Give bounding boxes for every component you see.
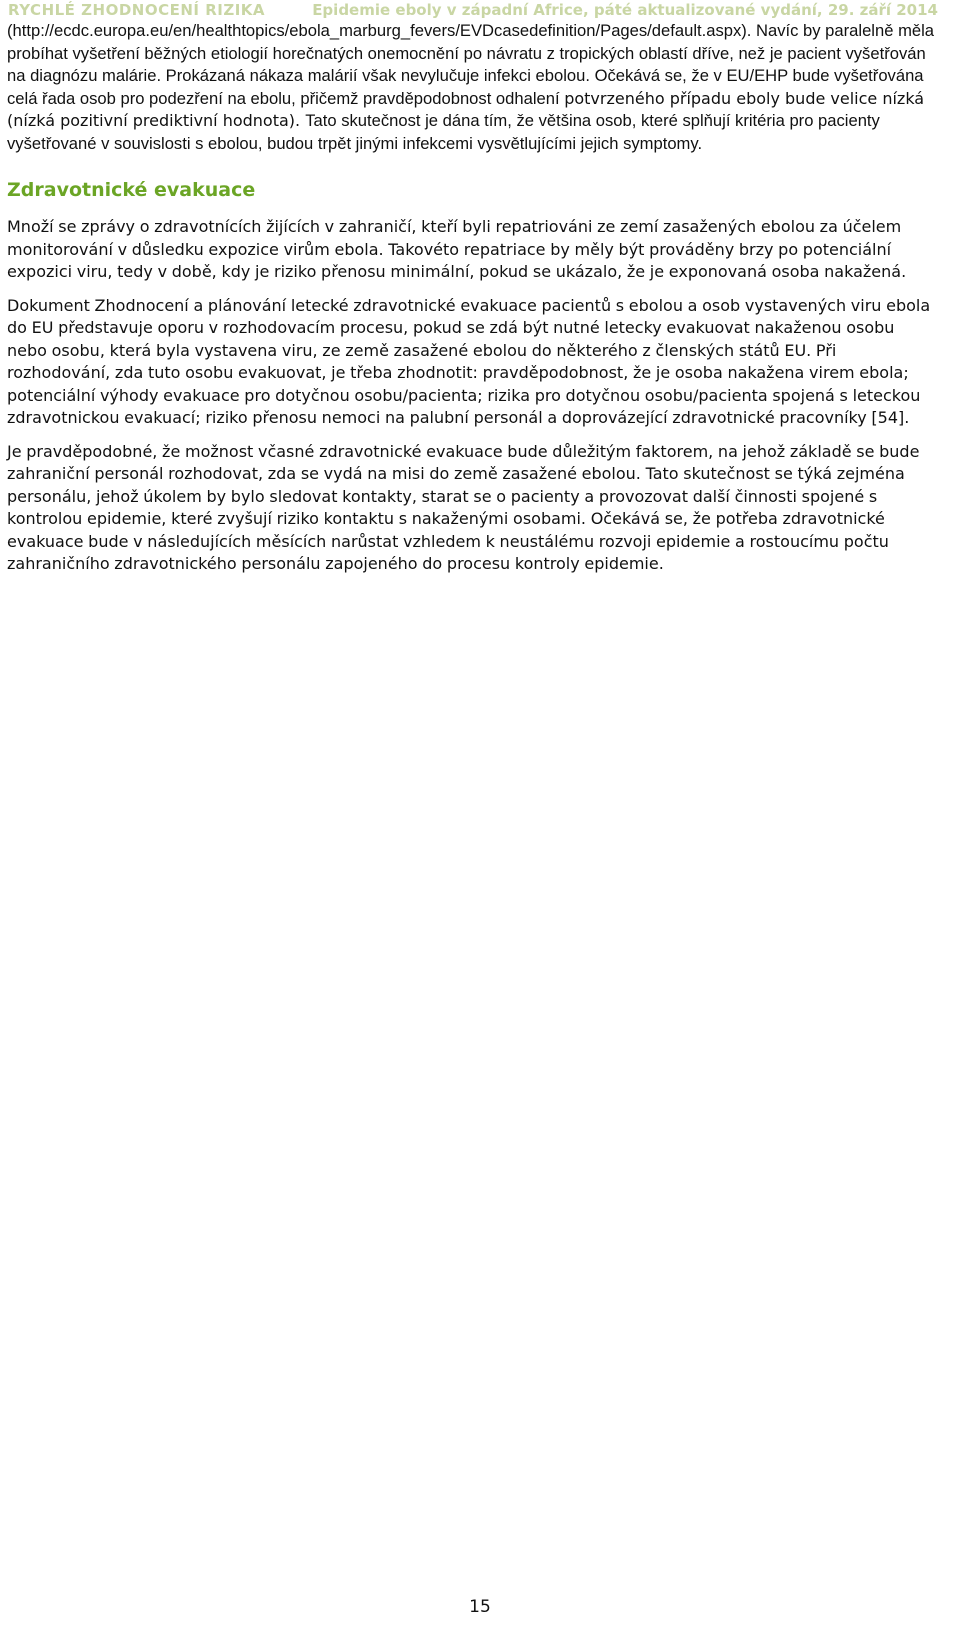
paragraph-case-investigation	[7, 20, 937, 155]
header-report-type: RYCHLÉ ZHODNOCENÍ RIZIKA	[8, 1, 266, 19]
section-heading-medical-evacuations: Zdravotnické evakuace	[7, 179, 256, 201]
page-number: 15	[469, 1597, 491, 1617]
paragraph-evacuation-outlook: Je pravděpodobné, že možnost včasné zdravotnické evakuace bude důležitým faktorem, na jehož základě se bude zahraniční personál rozhodovat, zda se vydá na misi do země zasažené ebolou. Tato skutečnost se týká zejména personálu, jehož úkolem by bylo sledovat kontakty, starat se o pacienty a provozovat další činnosti spojené s kontrolou epidemie, které zvyšují riziko kontaktu s nakaženými osobami. Očekává se, že potřeba zdravotnické evakuace bude v následujících měsících narůstat vzhledem k neustálému rozvoji epidemie a rostoucímu počtu zahraničního zdravotnického personálu zapojeného do procesu kontroly epidemie.	[7, 441, 920, 573]
paragraph-evacuation-document: Dokument Zhodnocení a plánování letecké zdravotnické evakuace pacientů s ebolou a osob vystavených viru ebola do EU představuje oporu v rozhodovacím procesu, pokud se zdá být nutné letecky evakuovat nakaženou osobu nebo osobu, která byla vystavena viru, ze země zasažené ebolou do některého z členských států EU. Při rozhodování, zda tuto osobu evakuovat, je třeba zhodnotit: pravděpodobnost, že je osoba nakažena virem ebola; potenciální výhody evakuace pro dotyčnou osobu/pacienta; rizika pro dotyčnou osobu/pacienta spojená s leteckou zdravotnickou evakuací; riziko přenosu nemoci na palubní personál a doprovázející zdravotnické pracovníky [54].	[7, 295, 931, 427]
paragraph-text-run: Tato skutečnost je dána tím, že většina osob, které splňují kritéria pro pacienty vyšetřované v souvislosti s ebolou, budou trpět jinými infekcemi vysvětlujícími jejich symptomy.	[7, 111, 880, 153]
document-body	[7, 20, 937, 587]
paragraph-text-run: (http://ecdc.europa.eu/en/healthtopics/ebola_marburg_fevers/EVDcasedefinition/Pages/default.aspx). Navíc by paralelně měla probíhat vyšetření běžných etiologií horečnatých onemocnění po návratu z tropických oblastí dříve, než je pacient vyšetřován na diagnózu malárie. Prokázaná nákaza malárií však nevylučuje infekci ebolou. Očekává se, že v EU/EHP bude vyšetřována celá řada osob pro podezření na ebolu, přičemž pravděpodobnost odhalení	[7, 21, 935, 108]
paragraph-repatriation-reports: Množí se zprávy o zdravotnících žijících v zahraničí, kteří byli repatriováni ze zemí zasažených ebolou za účelem monitorování v důsledku expozice virům ebola. Takovéto repatriace by měly být prováděny brzy po potenciální expozici viru, tedy v době, kdy je riziko přenosu minimální, pokud se ukázalo, že je exponovaná osoba nakažená.	[7, 217, 907, 281]
paragraph-text-run: potvrzeného případu eboly bude velice nízká (nízká pozitivní prediktivní hodnota).	[7, 88, 925, 130]
running-header	[8, 1, 938, 19]
header-document-title: Epidemie eboly v západní Africe, páté aktualizované vydání, 29. září 2014	[312, 1, 938, 19]
